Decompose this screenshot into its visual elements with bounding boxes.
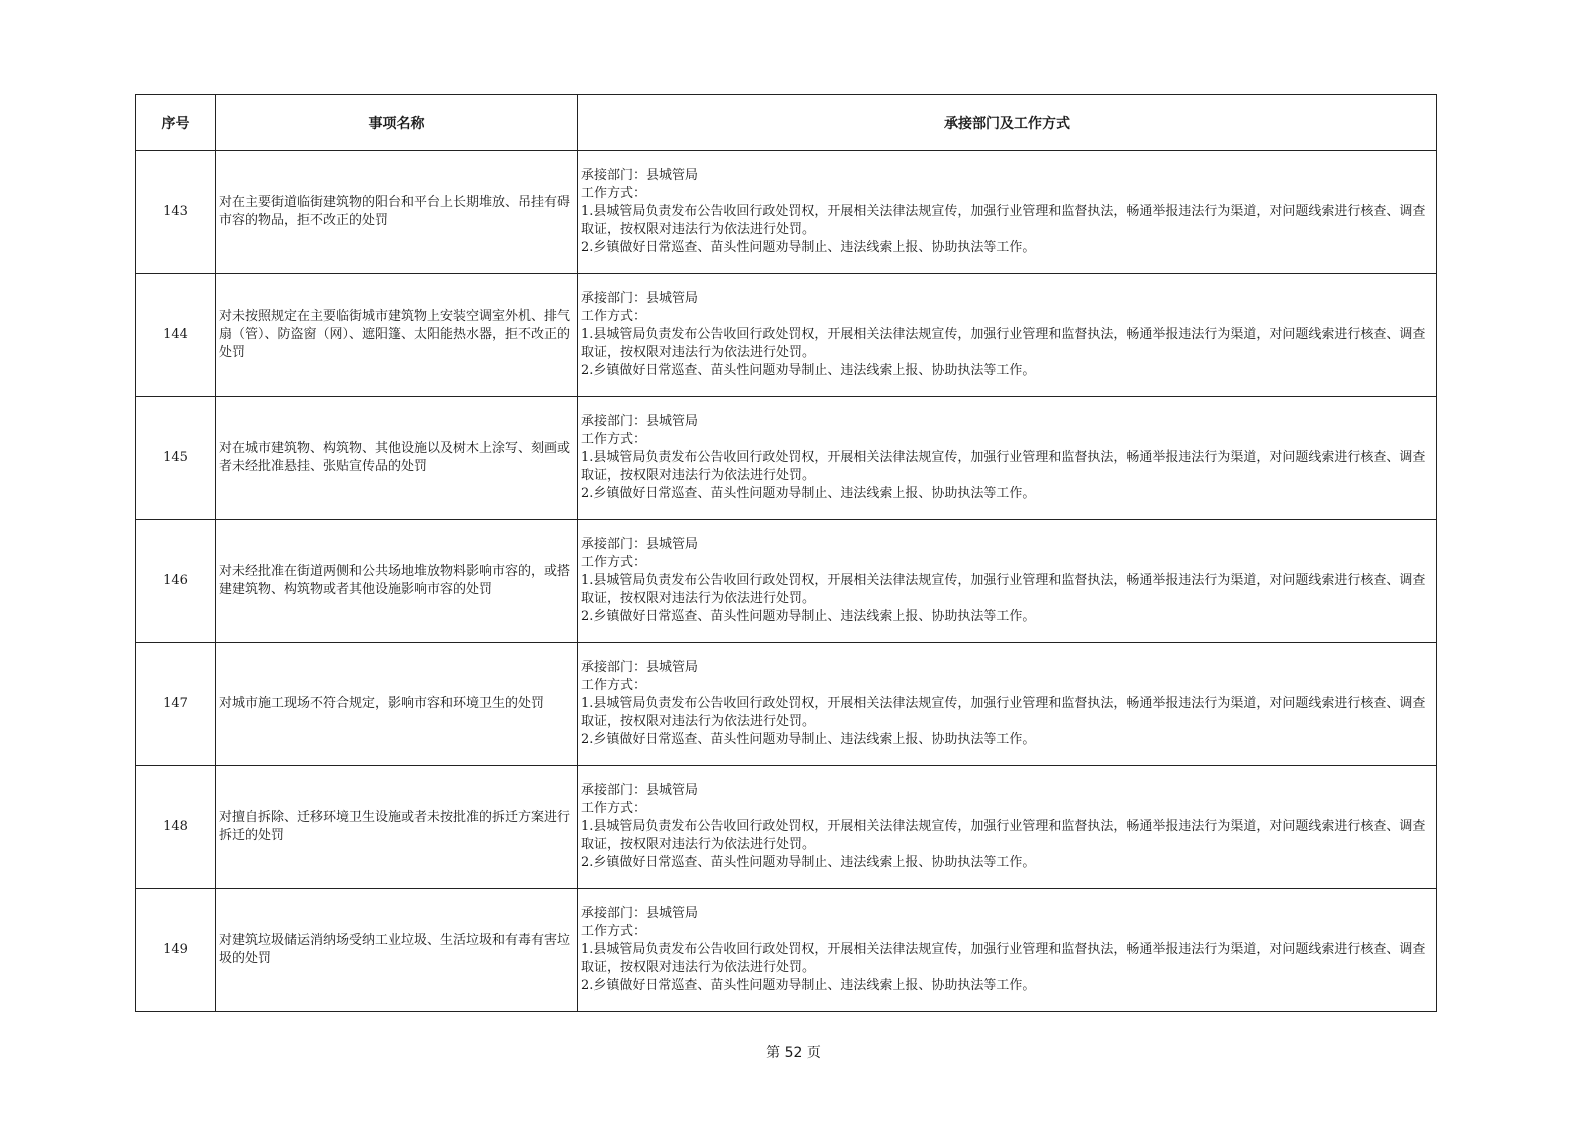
dept-line: 承接部门：县城管局: [581, 783, 699, 798]
row-method-cell: [578, 397, 1437, 520]
method-item-1: 1.县城管局负责发布公告收回行政处罚权，开展相关法律法规宣传，加强行业管理和监督执法，畅通举报违法行为渠道，对问题线索进行核查、调查取证，按权限对违法行为依法进行处罚。: [581, 204, 1426, 237]
method-label: 工作方式：: [581, 678, 647, 693]
table-row: [136, 151, 1437, 274]
header-method: 承接部门及工作方式: [578, 95, 1437, 151]
method-item-2: 2.乡镇做好日常巡查、苗头性问题劝导制止、违法线索上报、协助执法等工作。: [581, 486, 1036, 501]
method-item-1: 1.县城管局负责发布公告收回行政处罚权，开展相关法律法规宣传，加强行业管理和监督执法，畅通举报违法行为渠道，对问题线索进行核查、调查取证，按权限对违法行为依法进行处罚。: [581, 450, 1426, 483]
row-seq: 146: [136, 520, 216, 643]
table-header-row: [136, 95, 1437, 151]
row-seq: 144: [136, 274, 216, 397]
method-label: 工作方式：: [581, 186, 647, 201]
method-item-1: 1.县城管局负责发布公告收回行政处罚权，开展相关法律法规宣传，加强行业管理和监督执法，畅通举报违法行为渠道，对问题线索进行核查、调查取证，按权限对违法行为依法进行处罚。: [581, 819, 1426, 852]
dept-line: 承接部门：县城管局: [581, 414, 699, 429]
row-item-name: 对建筑垃圾储运消纳场受纳工业垃圾、生活垃圾和有毒有害垃圾的处罚: [216, 889, 578, 1012]
table-row: [136, 274, 1437, 397]
table-row: [136, 643, 1437, 766]
row-seq: 147: [136, 643, 216, 766]
row-item-name: 对擅自拆除、迁移环境卫生设施或者未按批准的拆迁方案进行拆迁的处罚: [216, 766, 578, 889]
method-item-2: 2.乡镇做好日常巡查、苗头性问题劝导制止、违法线索上报、协助执法等工作。: [581, 240, 1036, 255]
method-item-2: 2.乡镇做好日常巡查、苗头性问题劝导制止、违法线索上报、协助执法等工作。: [581, 363, 1036, 378]
row-method-cell: [578, 274, 1437, 397]
method-label: 工作方式：: [581, 924, 647, 939]
method-item-2: 2.乡镇做好日常巡查、苗头性问题劝导制止、违法线索上报、协助执法等工作。: [581, 978, 1036, 993]
matters-table: [135, 94, 1437, 1012]
dept-line: 承接部门：县城管局: [581, 906, 699, 921]
row-method-cell: [578, 643, 1437, 766]
header-seq: 序号: [136, 95, 216, 151]
row-item-name: 对未按照规定在主要临街城市建筑物上安装空调室外机、排气扇（管）、防盗窗（网）、遮阳篷、太阳能热水器，拒不改正的处罚: [216, 274, 578, 397]
row-method-cell: [578, 151, 1437, 274]
dept-line: 承接部门：县城管局: [581, 291, 699, 306]
method-label: 工作方式：: [581, 309, 647, 324]
page-number: 第 52 页: [766, 1045, 821, 1061]
method-label: 工作方式：: [581, 555, 647, 570]
dept-line: 承接部门：县城管局: [581, 537, 699, 552]
table-row: [136, 889, 1437, 1012]
dept-line: 承接部门：县城管局: [581, 168, 699, 183]
row-seq: 148: [136, 766, 216, 889]
dept-line: 承接部门：县城管局: [581, 660, 699, 675]
method-item-2: 2.乡镇做好日常巡查、苗头性问题劝导制止、违法线索上报、协助执法等工作。: [581, 855, 1036, 870]
row-method-cell: [578, 520, 1437, 643]
row-item-name: 对未经批准在街道两侧和公共场地堆放物料影响市容的，或搭建建筑物、构筑物或者其他设施影响市容的处罚: [216, 520, 578, 643]
row-method-cell: [578, 766, 1437, 889]
row-method-cell: [578, 889, 1437, 1012]
row-seq: 149: [136, 889, 216, 1012]
table-row: [136, 397, 1437, 520]
row-seq: 143: [136, 151, 216, 274]
method-item-1: 1.县城管局负责发布公告收回行政处罚权，开展相关法律法规宣传，加强行业管理和监督执法，畅通举报违法行为渠道，对问题线索进行核查、调查取证，按权限对违法行为依法进行处罚。: [581, 942, 1426, 975]
row-seq: 145: [136, 397, 216, 520]
row-item-name: 对在城市建筑物、构筑物、其他设施以及树木上涂写、刻画或者未经批准悬挂、张贴宣传品的处罚: [216, 397, 578, 520]
method-item-1: 1.县城管局负责发布公告收回行政处罚权，开展相关法律法规宣传，加强行业管理和监督执法，畅通举报违法行为渠道，对问题线索进行核查、调查取证，按权限对违法行为依法进行处罚。: [581, 573, 1426, 606]
method-label: 工作方式：: [581, 432, 647, 447]
header-name: 事项名称: [216, 95, 578, 151]
row-item-name: 对在主要街道临街建筑物的阳台和平台上长期堆放、吊挂有碍市容的物品，拒不改正的处罚: [216, 151, 578, 274]
method-item-2: 2.乡镇做好日常巡查、苗头性问题劝导制止、违法线索上报、协助执法等工作。: [581, 732, 1036, 747]
table-row: [136, 520, 1437, 643]
row-item-name: 对城市施工现场不符合规定，影响市容和环境卫生的处罚: [216, 643, 578, 766]
method-item-1: 1.县城管局负责发布公告收回行政处罚权，开展相关法律法规宣传，加强行业管理和监督执法，畅通举报违法行为渠道，对问题线索进行核查、调查取证，按权限对违法行为依法进行处罚。: [581, 696, 1426, 729]
method-item-1: 1.县城管局负责发布公告收回行政处罚权，开展相关法律法规宣传，加强行业管理和监督执法，畅通举报违法行为渠道，对问题线索进行核查、调查取证，按权限对违法行为依法进行处罚。: [581, 327, 1426, 360]
table-row: [136, 766, 1437, 889]
method-label: 工作方式：: [581, 801, 647, 816]
method-item-2: 2.乡镇做好日常巡查、苗头性问题劝导制止、违法线索上报、协助执法等工作。: [581, 609, 1036, 624]
